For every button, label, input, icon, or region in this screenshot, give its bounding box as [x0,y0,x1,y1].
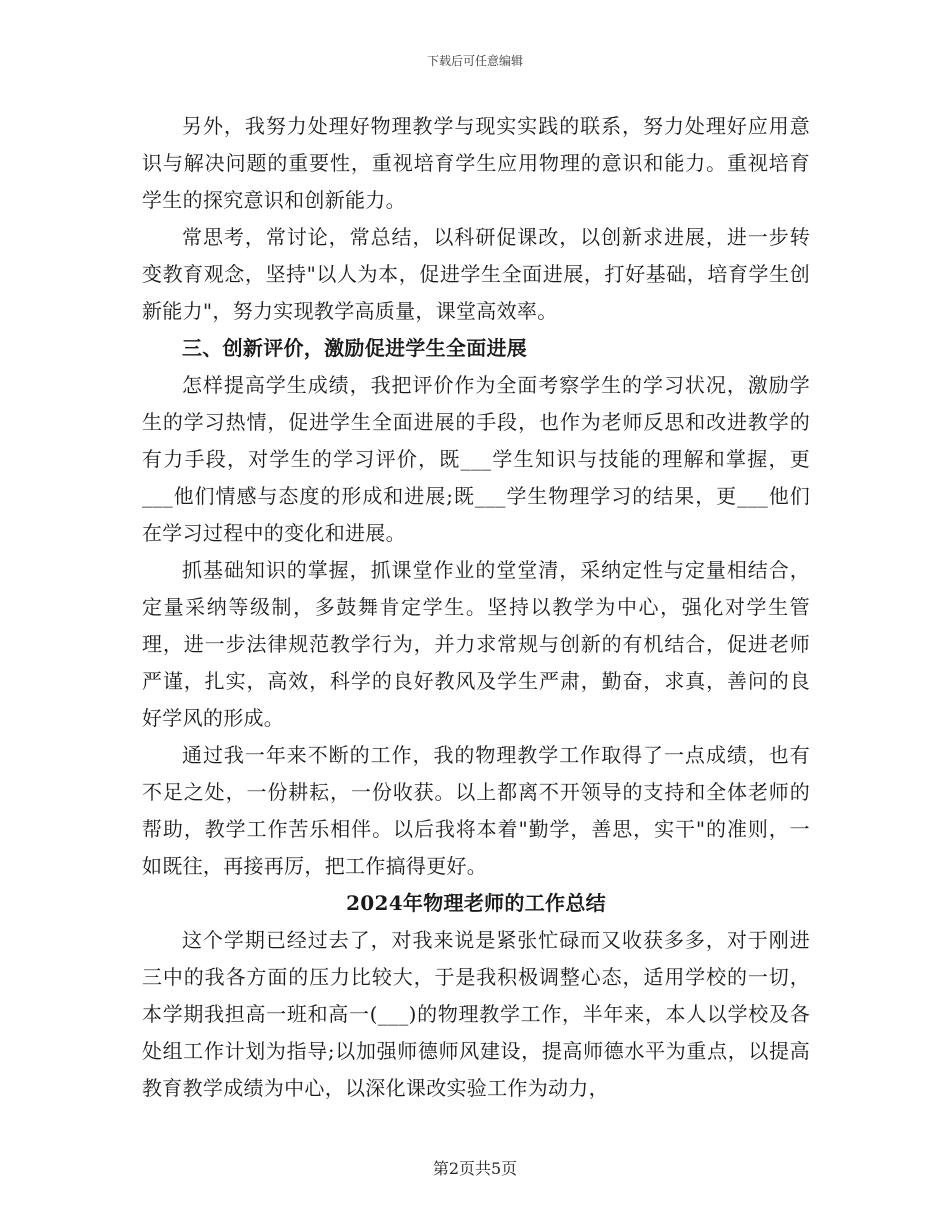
paragraph-fundamentals: 抓基础知识的掌握，抓课堂作业的堂堂清，采纳定性与定量相结合，定量采纳等级制，多鼓舞肯定学生。坚持以教学为中心，强化对学生管理，进一步法律规范教学行为，并力求常规与创新的有机结合，促进老师严谨，扎实，高效，科学的良好教风及学生严肃，勤奋，求真，善问的良好学风的形成。 [142,558,810,730]
document-title: 2024年物理老师的工作总结 [346,891,606,915]
document-body [142,108,810,1107]
paragraph-evaluation: 怎样提高学生成绩，我把评价作为全面考察学生的学习状况，激励学生的学习热情，促进学生全面进展的手段，也作为老师反思和改进教学的有力手段，对学生的学习评价，既___学生知识与技能的理解和掌握，更___他们情感与态度的形成和进展;既___学生物理学习的结果，更___他们在学习过程中的变化和进展。 [142,373,810,545]
section-heading-evaluation: 三、创新评价，激励促进学生全面进展 [182,336,528,360]
page-number: 第2页共5页 [432,1159,518,1178]
paragraph-practice-link: 另外，我努力处理好物理教学与现实实践的联系，努力处理好应用意识与解决问题的重要性，重视培育学生应用物理的意识和能力。重视培育学生的探究意识和创新能力。 [142,114,810,212]
paragraph-conclusion: 通过我一年来不断的工作，我的物理教学工作取得了一点成绩，也有不足之处，一份耕耘，一份收获。以上都离不开领导的支持和全体老师的帮助，教学工作苦乐相伴。以后我将本着"勤学，善思，实干"的准则，一如既往，再接再厉，把工作搞得更好。 [142,743,810,878]
paragraph-reflection: 常思考，常讨论，常总结，以科研促课改，以创新求进展，进一步转变教育观念，坚持"以人为本，促进学生全面进展，打好基础，培育学生创新能力"，努力实现教学高质量，课堂高效率。 [142,225,810,323]
paragraph-semester-intro: 这个学期已经过去了，对我来说是紧张忙碌而又收获多多，对于刚进三中的我各方面的压力比较大，于是我积极调整心态，适用学校的一切，本学期我担高一班和高一(___)的物理教学工作，半年来，本人以学校及各处组工作计划为指导;以加强师德师风建设，提高师德水平为重点，以提高教育教学成绩为中心，以深化课改实验工作为动力， [142,928,810,1100]
page-header: 下载后可任意编辑 [426,54,523,68]
